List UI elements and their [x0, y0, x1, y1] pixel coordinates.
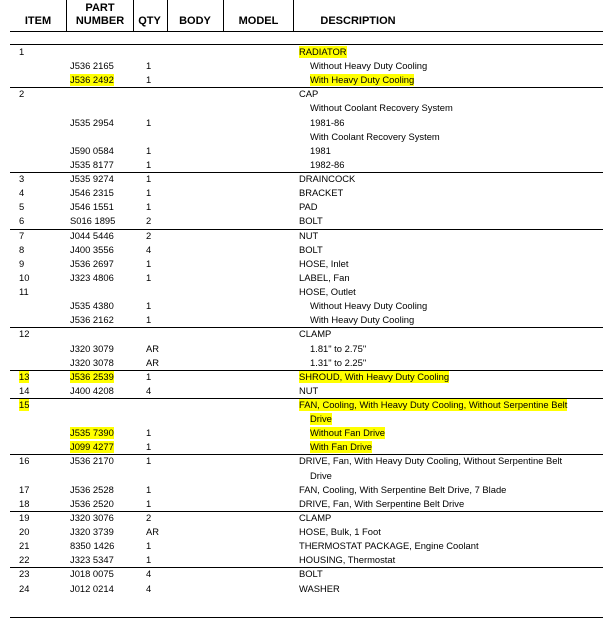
description: NUT [299, 385, 319, 396]
part-number: J012 0214 [70, 583, 114, 594]
description: THERMOSTAT PACKAGE, Engine Coolant [299, 540, 479, 551]
item-number: 24 [19, 583, 30, 594]
quantity: 1 [146, 314, 152, 325]
description: CLAMP [299, 512, 332, 523]
quantity: 1 [146, 498, 152, 509]
description: 1.31" to 2.25" [310, 357, 367, 368]
item-number: 6 [19, 215, 25, 226]
part-number: J535 8177 [70, 159, 114, 170]
item-number: 18 [19, 498, 30, 509]
part-number: J320 3079 [70, 343, 114, 354]
part-number: S016 1895 [70, 215, 116, 226]
item-number: 4 [19, 187, 25, 198]
header-part-number: NUMBER [75, 15, 125, 27]
header-qty: QTY [138, 15, 161, 27]
quantity: 1 [146, 145, 152, 156]
group-separator [10, 370, 603, 371]
part-number: J546 2315 [70, 187, 114, 198]
description: WASHER [299, 583, 340, 594]
quantity: 1 [146, 272, 152, 283]
part-number: J536 2170 [70, 455, 114, 466]
description: CLAMP [299, 328, 332, 339]
description: 1982-86 [310, 159, 345, 170]
group-separator [10, 567, 603, 568]
description: DRAINCOCK [299, 173, 356, 184]
description: With Coolant Recovery System [310, 131, 440, 142]
part-number: J044 5446 [70, 230, 114, 241]
item-number: 23 [19, 568, 30, 579]
quantity: AR [146, 526, 160, 537]
quantity: 1 [146, 540, 152, 551]
description: With Fan Drive [310, 441, 372, 452]
quantity: 1 [146, 455, 152, 466]
part-number: J320 3739 [70, 526, 114, 537]
item-number: 8 [19, 244, 25, 255]
description: Drive [310, 470, 332, 481]
description: RADIATOR [299, 46, 347, 57]
description: BOLT [299, 215, 323, 226]
description: HOUSING, Thermostat [299, 554, 396, 565]
header-divider-5 [293, 0, 294, 31]
item-number: 3 [19, 173, 25, 184]
header-divider-3 [167, 0, 168, 31]
part-number: J099 4277 [70, 441, 114, 452]
quantity: 1 [146, 427, 152, 438]
description: 1.81" to 2.75" [310, 343, 367, 354]
quantity: 4 [146, 583, 152, 594]
quantity: 1 [146, 117, 152, 128]
quantity: 1 [146, 187, 152, 198]
header-rule [10, 31, 603, 32]
description: DRIVE, Fan, With Heavy Duty Cooling, Without Serpentine Belt [299, 455, 563, 466]
quantity: 1 [146, 300, 152, 311]
group-separator [10, 511, 603, 512]
part-number: J535 2954 [70, 117, 114, 128]
group-separator [10, 172, 603, 173]
part-number: J546 1551 [70, 201, 114, 212]
part-number: J323 4806 [70, 272, 114, 283]
quantity: 2 [146, 512, 152, 523]
quantity: 1 [146, 441, 152, 452]
item-number: 13 [19, 371, 30, 382]
quantity: 2 [146, 215, 152, 226]
item-number: 16 [19, 455, 30, 466]
group-separator [10, 327, 603, 328]
item-number: 9 [19, 258, 25, 269]
quantity: 1 [146, 201, 152, 212]
item-number: 22 [19, 554, 30, 565]
group-separator [10, 229, 603, 230]
item-number: 12 [19, 328, 30, 339]
item-number: 15 [19, 399, 30, 410]
part-number: J535 7390 [70, 427, 114, 438]
quantity: 1 [146, 159, 152, 170]
item-number: 1 [19, 46, 25, 57]
quantity: 4 [146, 385, 152, 396]
description: SHROUD, With Heavy Duty Cooling [299, 371, 450, 382]
header-divider-4 [223, 0, 224, 31]
description: FAN, Cooling, With Heavy Duty Cooling, Without Serpentine Belt [299, 399, 568, 410]
description: NUT [299, 230, 319, 241]
item-number: 11 [19, 286, 29, 297]
part-number: J320 3076 [70, 512, 114, 523]
item-number: 21 [19, 540, 30, 551]
description: Without Heavy Duty Cooling [310, 60, 428, 71]
item-number: 17 [19, 484, 30, 495]
item-number: 2 [19, 88, 25, 99]
part-number: J400 3556 [70, 244, 114, 255]
quantity: 1 [146, 173, 152, 184]
table-bottom-rule [10, 617, 603, 618]
part-number: J535 4380 [70, 300, 114, 311]
description: BRACKET [299, 187, 344, 198]
item-number: 19 [19, 512, 30, 523]
item-number: 14 [19, 385, 30, 396]
header-part-top: PART [85, 2, 115, 14]
quantity: 1 [146, 60, 152, 71]
part-number: J536 2165 [70, 60, 114, 71]
quantity: 4 [146, 568, 152, 579]
description: Without Heavy Duty Cooling [310, 300, 428, 311]
part-number: J536 2492 [70, 74, 114, 85]
description: HOSE, Outlet [299, 286, 356, 297]
item-number: 20 [19, 526, 30, 537]
part-number: J536 2520 [70, 498, 114, 509]
quantity: 1 [146, 371, 152, 382]
part-number: J323 5347 [70, 554, 114, 565]
description: 1981-86 [310, 117, 345, 128]
header-description: DESCRIPTION [320, 15, 396, 27]
table-top-rule [10, 44, 603, 45]
quantity: AR [146, 357, 160, 368]
part-number: J536 2697 [70, 258, 114, 269]
description: HOSE, Inlet [299, 258, 349, 269]
part-number: J590 0584 [70, 145, 114, 156]
part-number: J536 2528 [70, 484, 114, 495]
description: BOLT [299, 568, 323, 579]
description: BOLT [299, 244, 323, 255]
description: HOSE, Bulk, 1 Foot [299, 526, 381, 537]
header-item: ITEM [24, 15, 52, 27]
quantity: 1 [146, 74, 152, 85]
description: LABEL, Fan [299, 272, 350, 283]
part-number: J536 2162 [70, 314, 114, 325]
quantity: 1 [146, 258, 152, 269]
group-separator [10, 398, 603, 399]
quantity: AR [146, 343, 160, 354]
part-number: J320 3078 [70, 357, 114, 368]
group-separator [10, 87, 603, 88]
header-divider-2 [133, 0, 134, 31]
quantity: 2 [146, 230, 152, 241]
group-separator [10, 454, 603, 455]
quantity: 4 [146, 244, 152, 255]
description: 1981 [310, 145, 331, 156]
description: With Heavy Duty Cooling [310, 314, 415, 325]
description: FAN, Cooling, With Serpentine Belt Drive, 7 Blade [299, 484, 507, 495]
item-number: 5 [19, 201, 25, 212]
description: CAP [299, 88, 319, 99]
part-number: J400 4208 [70, 385, 114, 396]
header-divider-1 [66, 0, 67, 31]
quantity: 1 [146, 484, 152, 495]
description: Drive [310, 413, 332, 424]
description: Without Coolant Recovery System [310, 102, 453, 113]
description: Without Fan Drive [310, 427, 386, 438]
item-number: 10 [19, 272, 30, 283]
description: With Heavy Duty Cooling [310, 74, 415, 85]
header-body: BODY [179, 15, 211, 27]
header-model: MODEL [238, 15, 279, 27]
description: DRIVE, Fan, With Serpentine Belt Drive [299, 498, 465, 509]
part-number: 8350 1426 [70, 540, 115, 551]
part-number: J536 2539 [70, 371, 114, 382]
part-number: J018 0075 [70, 568, 114, 579]
quantity: 1 [146, 554, 152, 565]
item-number: 7 [19, 230, 25, 241]
description: PAD [299, 201, 318, 212]
part-number: J535 9274 [70, 173, 114, 184]
